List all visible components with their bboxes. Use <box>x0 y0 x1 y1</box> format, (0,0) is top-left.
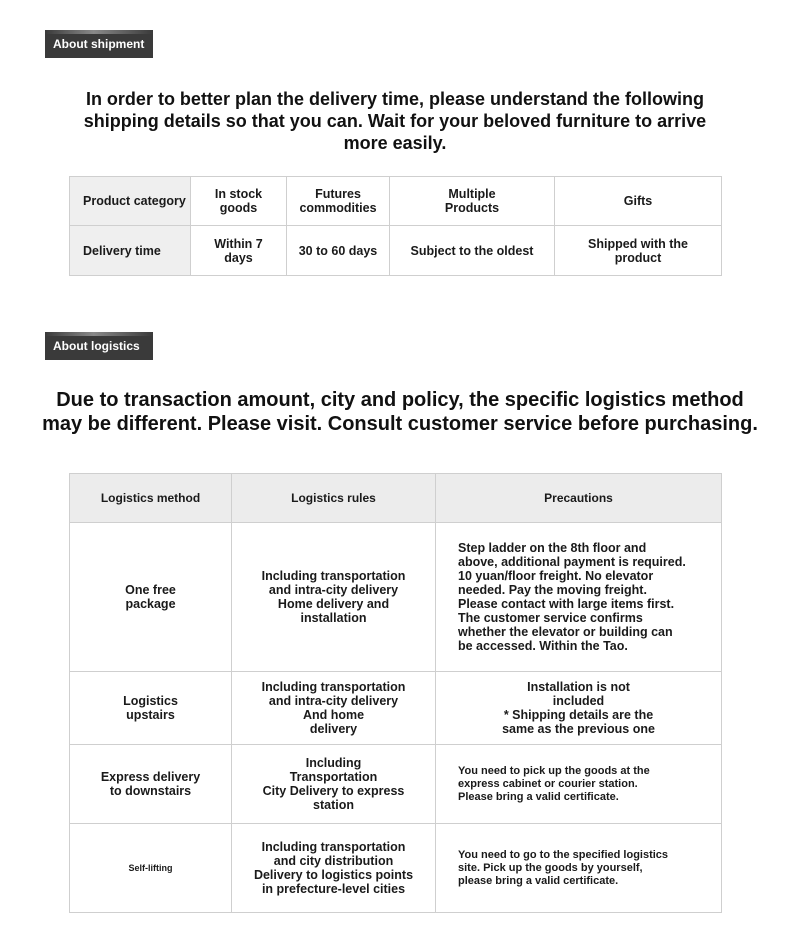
logistics-rules: Including transportation and city distribution Delivery to logistics points in prefecture-level cities <box>232 824 436 913</box>
logistics-method: One free package <box>70 523 232 672</box>
table-row <box>70 672 722 745</box>
table-cell: Shipped with the product <box>555 226 722 276</box>
table-cell: Gifts <box>555 177 722 226</box>
shipment-heading: In order to better plan the delivery time, please understand the following shipping details so that you can. Wait for your beloved furniture to arrive more easily. <box>83 89 707 153</box>
table-cell: Within 7 days <box>191 226 287 276</box>
logistics-rules: Including transportation and intra-city delivery And home delivery <box>232 672 436 745</box>
column-header: Logistics method <box>70 474 232 523</box>
table-cell: Subject to the oldest <box>390 226 555 276</box>
table-row <box>70 226 722 276</box>
precautions: You need to go to the specified logistics site. Pick up the goods by yourself, please bring a valid certificate. <box>436 824 722 913</box>
about-logistics-tag: About logistics <box>45 332 153 360</box>
precautions: Installation is not included * Shipping details are the same as the previous one <box>436 672 722 745</box>
logistics-rules: Including Transportation City Delivery to express station <box>232 745 436 824</box>
delivery-time-label: Delivery time <box>70 226 191 276</box>
table-cell: In stock goods <box>191 177 287 226</box>
table-cell: Futures commodities <box>287 177 390 226</box>
precautions: Step ladder on the 8th floor and above, additional payment is required. 10 yuan/floor freight. No elevator needed. Pay the moving freight. Please contact with large items first. The customer service confirms whether the elevator or building can be accessed. Within the Tao. <box>436 523 722 672</box>
logistics-method: Self-lifting <box>70 824 232 913</box>
logistics-heading: Due to transaction amount, city and policy, the specific logistics method may be different. Please visit. Consult customer service before purchasing. <box>42 389 758 435</box>
logistics-method: Express delivery to downstairs <box>70 745 232 824</box>
logistics-method: Logistics upstairs <box>70 672 232 745</box>
table-cell: 30 to 60 days <box>287 226 390 276</box>
table-row <box>70 523 722 672</box>
about-shipment-tag: About shipment <box>45 30 153 58</box>
product-category-label: Product category <box>70 177 191 226</box>
table-header-row <box>70 474 722 523</box>
column-header: Precautions <box>436 474 722 523</box>
table-row <box>70 745 722 824</box>
table-cell: Multiple Products <box>390 177 555 226</box>
column-header: Logistics rules <box>232 474 436 523</box>
shipment-table <box>69 176 722 276</box>
table-row <box>70 177 722 226</box>
logistics-table <box>69 473 722 913</box>
precautions: You need to pick up the goods at the express cabinet or courier station. Please bring a valid certificate. <box>436 745 722 824</box>
table-row <box>70 824 722 913</box>
logistics-rules: Including transportation and intra-city delivery Home delivery and installation <box>232 523 436 672</box>
